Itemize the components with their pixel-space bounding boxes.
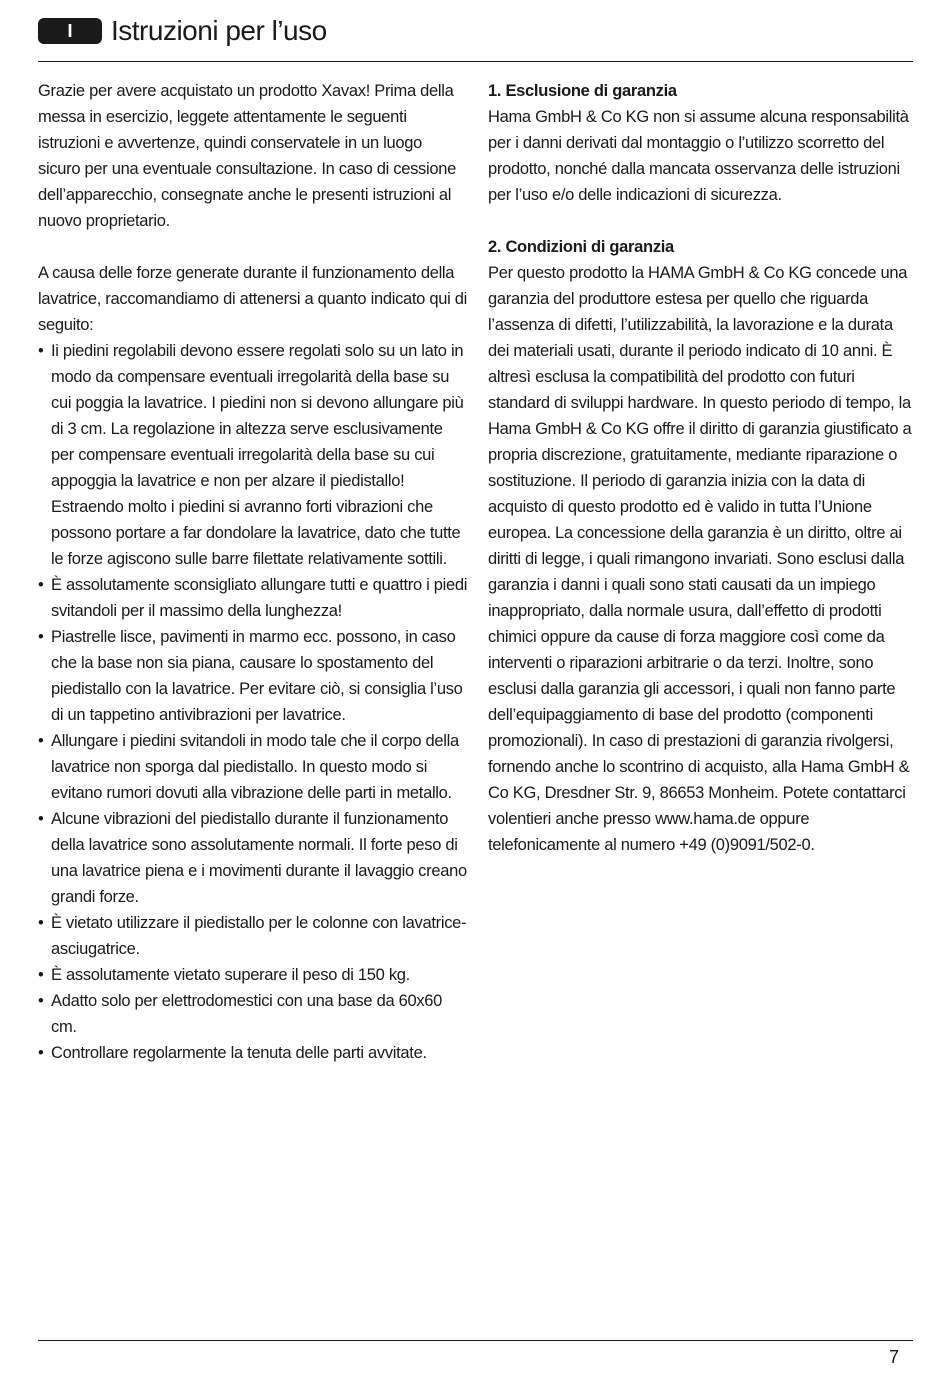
list-item-text: Ii piedini regolabili devono essere regolati solo su un lato in modo da compensare eventuali irregolarità della base su cui poggia la lavatrice. I piedini non si devono allungare più di 3 cm. La regolazione in altezza serve esclusivamente per compensare eventuali irregolarità della base su cui appoggia la lavatrice e non per alzare il piedistallo! Estraendo molto i piedini si avranno forti vibrazioni che possono portare a far dondolare la lavatrice, dato che tutte le forze agiscono sulle barre filettate relativamente sottili. [51, 342, 464, 568]
safety-bullet-list [38, 338, 468, 1066]
page-title: Istruzioni per l’uso [111, 15, 327, 46]
left-column [38, 78, 468, 1066]
bullet-icon: • [38, 576, 44, 594]
list-item [38, 338, 468, 572]
warranty-conditions-section [488, 234, 918, 858]
warranty-exclusion-section [488, 78, 918, 208]
list-item [38, 962, 468, 988]
intro-paragraph: Grazie per avere acquistato un prodotto Xavax! Prima della messa in esercizio, leggete attentamente le seguenti istruzioni e avvertenze, quindi conservatele in un luogo sicuro per una eventuale consultazione. In caso di cessione dell’apparecchio, consegnate anche le presenti istruzioni al nuovo proprietario. [38, 82, 456, 230]
page-header [38, 12, 913, 50]
list-item-text: È assolutamente vietato superare il peso di 150 kg. [51, 966, 410, 984]
list-item [38, 910, 468, 962]
bullet-icon: • [38, 966, 44, 984]
bullet-icon: • [38, 342, 44, 360]
list-item-text: Controllare regolarmente la tenuta delle parti avvitate. [51, 1044, 427, 1062]
bullet-icon: • [38, 1044, 44, 1062]
language-badge: I [38, 18, 102, 44]
list-item-text: Allungare i piedini svitandoli in modo tale che il corpo della lavatrice non sporga dal piedistallo. In questo modo si evitano rumori dovuti alla vibrazione delle parti in metallo. [51, 732, 459, 802]
bullet-icon: • [38, 914, 44, 932]
section-body: Hama GmbH & Co KG non si assume alcuna responsabilità per i danni derivati dal montaggio o l’utilizzo scorretto del prodotto, nonché dalla mancata osservanza delle istruzioni per l’uso e/o delle indicazioni di sicurezza. [488, 108, 909, 204]
list-item [38, 806, 468, 910]
list-item-text: Piastrelle lisce, pavimenti in marmo ecc. possono, in caso che la base non sia piana, causare lo spostamento del piedistallo con la lavatrice. Per evitare ciò, si consiglia l’uso di un tappetino antivibrazioni per lavatrice. [51, 628, 463, 724]
section-heading: 1. Esclusione di garanzia [488, 82, 677, 100]
list-item [38, 728, 468, 806]
list-item [38, 572, 468, 624]
list-item-text: Adatto solo per elettrodomestici con una base da 60x60 cm. [51, 992, 443, 1036]
list-item [38, 624, 468, 728]
list-item-text: Alcune vibrazioni del piedistallo durante il funzionamento della lavatrice sono assolutamente normali. Il forte peso di una lavatrice piena e i movimenti durante il lavaggio creano grandi forze. [51, 810, 467, 906]
bullet-icon: • [38, 810, 44, 828]
page-number: 7 [888, 1347, 899, 1367]
section-heading: 2. Condizioni di garanzia [488, 238, 674, 256]
bullet-icon: • [38, 628, 44, 646]
section-body: Per questo prodotto la HAMA GmbH & Co KG concede una garanzia del produttore estesa per quello che riguarda l’assenza di difetti, l’utilizzabilità, la lavorazione e la durata dei materiali usati, durante il periodo indicato di 10 anni. È altresì esclusa la compatibilità del prodotto con futuri standard di sviluppi hardware. In questo periodo di tempo, la Hama GmbH & Co KG offre il diritto di garanzia giustificato a propria discrezione, gratuitamente, mediante riparazione o sostituzione. Il periodo di garanzia inizia con la data di acquisto di questo prodotto ed è valido in tutta l’Unione europea. La concessione della garanzia è un diritto, oltre ai diritti di legge, i quali rimangono invariati. Sono esclusi dalla garanzia i danni i quali sono stati causati da un impiego inappropriato, dalla normale usura, dall’effetto di prodotti chimici oppure da cause di forza maggiore così come da interventi o riparazioni arbitrarie o da terzi. Inoltre, sono esclusi dalla garanzia gli accessori, i quali non fanno parte dell’equipaggiamento di base del prodotto (componenti promozionali). In caso di prestazioni di garanzia rivolgersi, fornendo anche lo scontrino di acquisto, alla Hama GmbH & Co KG, Dresdner Str. 9, 86653 Monheim. Potete contattarci volentieri anche presso www.hama.de oppure telefonicamente al numero +49 (0)9091/502-0. [488, 264, 912, 854]
list-item-text: È vietato utilizzare il piedistallo per le colonne con lavatrice-asciugatrice. [51, 914, 467, 958]
list-item [38, 1040, 468, 1066]
header-divider [38, 61, 913, 62]
forces-lead-paragraph: A causa delle forze generate durante il funzionamento della lavatrice, raccomandiamo di attenersi a quanto indicato qui di seguito: [38, 264, 467, 334]
bullet-icon: • [38, 992, 44, 1010]
right-column [488, 78, 918, 858]
list-item [38, 988, 468, 1040]
footer-divider [38, 1340, 913, 1341]
bullet-icon: • [38, 732, 44, 750]
list-item-text: È assolutamente sconsigliato allungare tutti e quattro i piedi svitandoli per il massimo della lunghezza! [51, 576, 468, 620]
